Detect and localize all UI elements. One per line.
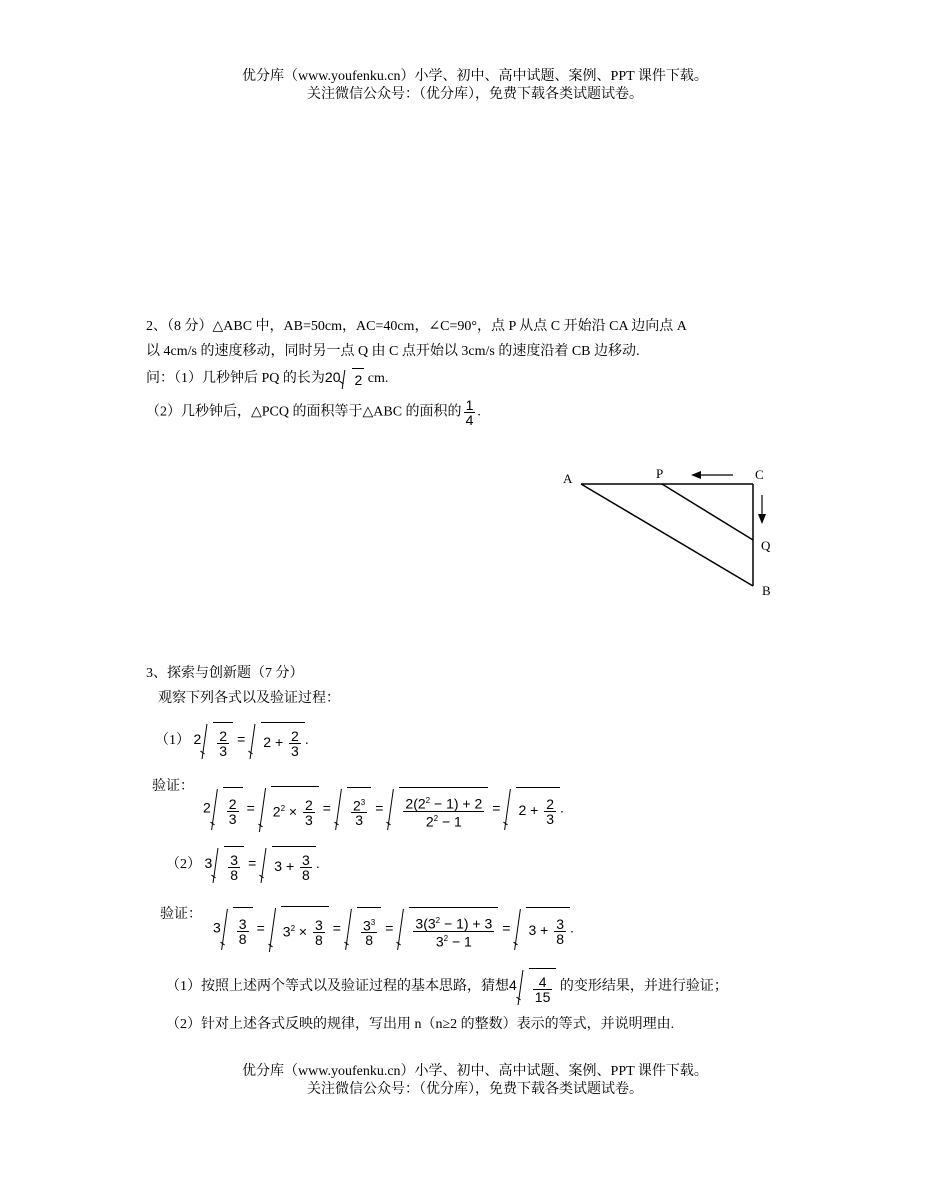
q2-line-3-prefix: 问：（1）几秒钟后 PQ 的长为: [146, 371, 325, 386]
example-1-label: （1）: [155, 733, 190, 749]
verify-2-label: 验证：: [160, 907, 202, 922]
sqrt-symbol: [342, 368, 364, 389]
side-ab: [581, 484, 753, 586]
math-expression: 2 $\frac{2}{3}$ = 2 + $\frac{2}{3}$ .: [194, 731, 309, 747]
task-1-prefix: （1）按照上述两个等式以及验证过程的基本思路，猜想: [166, 979, 509, 994]
footer-line-2: 关注微信公众号：（优分库），免费下载各类试题试卷。: [307, 1082, 643, 1097]
label-b: B: [762, 583, 771, 598]
q2-coef: 20: [324, 369, 341, 385]
q2-line-3: [146, 368, 388, 389]
footer-line-1: 优分库（www.youfenku.cn）小学、初中、高中试题、案例、PPT 课件下载。: [242, 1064, 708, 1079]
q3-title: 3、探索与创新题（7 分）: [146, 666, 304, 681]
label-p: P: [656, 466, 664, 481]
verify-1-label: 验证：: [152, 779, 194, 794]
q3-example-1: [155, 722, 309, 759]
q3-intro: 观察下列各式以及验证过程：: [158, 691, 340, 706]
fraction-numerator: 1: [465, 397, 474, 413]
q2-line-4-suffix: .: [477, 404, 481, 420]
verify-2-math: 3 $\frac{3}{8}$ = $3^2$ × $\frac{3}{8}$ = $\frac{3^3}{8}$ = $\frac{3(3^2 - 1) + 3}{3^2 - 1}$ = 3 + $\frac{3}{8}$ .: [213, 906, 574, 952]
q2-line-4: [146, 398, 481, 427]
example-2-label: （2）: [166, 857, 201, 873]
q2-line-1: 2、（8 分）△ABC 中，AB=50cm，AC=40cm，∠C=90°，点 P 从点 C 开始沿 CA 边向点 A: [146, 319, 687, 334]
one-quarter-fraction: [464, 398, 476, 427]
q2-radicand: 2: [352, 368, 364, 389]
label-c: C: [755, 467, 764, 482]
fraction-numerator: 4: [533, 975, 553, 990]
sqrt-symbol: [519, 968, 557, 1005]
fraction-denominator: 4: [465, 412, 474, 428]
q3-task-1: [166, 968, 728, 1005]
q2-line-4-prefix: （2）几秒钟后，△PCQ 的面积等于△ABC 的面积的: [146, 404, 462, 420]
task-1-suffix: 的变形结果，并进行验证；: [559, 979, 728, 994]
header-line-2: 关注微信公众号：（优分库），免费下载各类试题试卷。: [307, 87, 643, 102]
triangle-figure: [555, 462, 785, 607]
verify-1-math: 2 $\frac{2}{3}$ = $2^2$ × $\frac{2}{3}$ = $\frac{2^3}{3}$ = $\frac{2(2^2 - 1) + 2}{2^2 - 1}$ = 2 + $\frac{2}{3}$ .: [203, 786, 564, 832]
segment-pq: [662, 484, 753, 540]
label-a: A: [563, 471, 573, 486]
q2-line-2: 以 4cm/s 的速度移动，同时另一点 Q 由 C 点开始以 3cm/s 的速度沿着 CB 边移动.: [146, 344, 640, 359]
task-1-coef: 4: [509, 977, 517, 993]
arrow-left-head-icon: [691, 471, 701, 479]
fraction-denominator: 15: [534, 989, 551, 1006]
q3-task-2: （2）针对上述各式反映的规律，写出用 n（n≥2 的整数）表示的等式，并说明理由.: [166, 1017, 675, 1032]
q2-line-3-suffix: cm.: [364, 371, 389, 386]
math-expression: 3 $\frac{3}{8}$ = 3 + $\frac{3}{8}$ .: [205, 855, 320, 871]
arrow-down-head-icon: [758, 514, 766, 524]
q3-example-2: [166, 846, 320, 883]
label-q: Q: [761, 538, 771, 553]
header-line-1: 优分库（www.youfenku.cn）小学、初中、高中试题、案例、PPT 课件下载。: [242, 69, 708, 84]
